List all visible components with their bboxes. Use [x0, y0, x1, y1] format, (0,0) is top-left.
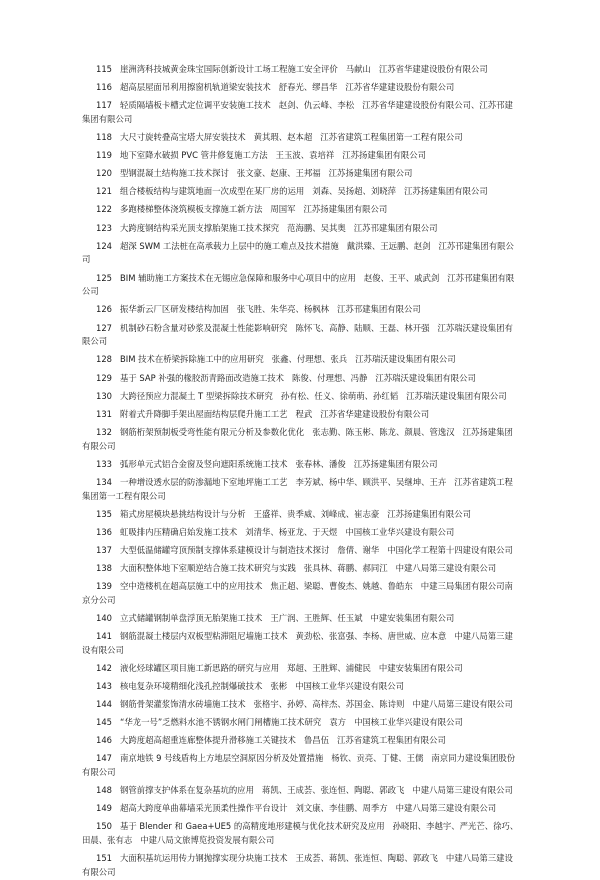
entry-title: 地下室降水破损 PVC 管井修复施工方法 [120, 150, 268, 161]
entry-authors: 焦正超、梁聪、曹俊杰、姚越、鲁皓东 [270, 581, 413, 592]
entry-title: 钢筋桁架预制板受弯性能有限元分析及参数化优化 [120, 426, 305, 437]
entry-authors: 张飞胜、朱华亮、杨枫林 [236, 304, 329, 315]
entry-organization: 江苏邗建集团有限公司 [82, 240, 514, 265]
entry-authors: 郑超、王胜辉、浦健民 [287, 662, 371, 673]
list-item [82, 562, 520, 576]
entry-organization: 江苏省华建建设股份有限公司、江苏邗建集团有限公司 [82, 100, 513, 124]
entry-number: 133 [96, 458, 112, 469]
entry-number: 126 [96, 304, 112, 315]
list-item [82, 272, 520, 300]
entry-number: 129 [96, 372, 112, 383]
entry-number: 120 [96, 168, 112, 179]
entry-authors: 王盛祥、贵季威、刘峰成、崔志豪 [253, 508, 380, 519]
entry-number: 132 [96, 426, 112, 437]
entry-title: 大跨度钢结构采光顶支撑胎架施工技术探究 [120, 222, 280, 233]
entry-authors: 袁方 [329, 717, 347, 728]
entry-number: 128 [96, 354, 112, 365]
list-item [82, 612, 520, 626]
entry-number: 137 [96, 544, 112, 555]
list-item [82, 716, 520, 730]
list-item [82, 734, 520, 748]
entry-title: 超高大跨度单曲幕墙采光顶柔性操作平台设计 [120, 803, 288, 814]
entry-number: 117 [96, 100, 112, 111]
entry-authors: 刘清华、杨亚龙、于天煜 [245, 526, 338, 537]
entry-organization: 江苏瑞沃建设集团有限公司 [406, 390, 507, 401]
list-item [82, 408, 520, 422]
list-item [82, 698, 520, 712]
entry-authors: 张鑫、付理想、张兵 [271, 354, 348, 365]
entry-organization: 江苏扬建集团有限公司 [328, 168, 413, 179]
list-item [82, 662, 520, 676]
entry-organization: 江苏省建筑工程集团有限公司 [337, 735, 446, 746]
entry-authors: 张文豪、赵康、王邦福 [236, 168, 321, 179]
list-item [82, 630, 520, 658]
entry-number: 142 [96, 662, 112, 673]
entry-title: 崖洲湾科技城黄金珠宝国际创新设计工场工程施工安全评价 [120, 64, 338, 74]
list-item [82, 372, 520, 386]
entry-authors: 赵俊、王平、戚武剑 [363, 272, 440, 283]
entry-number: 143 [96, 681, 112, 691]
entry-number: 118 [96, 132, 112, 143]
entry-organization: 江苏省华建建设股份有限公司 [345, 82, 455, 93]
entry-title: 空中造楼机在超高层施工中的应用技术 [120, 581, 263, 592]
entry-authors: 杨钦、贡亮、丁健、王儒 [331, 753, 424, 764]
list-item [82, 303, 520, 317]
entry-number: 131 [96, 408, 112, 419]
list-item [82, 680, 520, 694]
entry-organization: 中国核工业华兴建设有限公司 [354, 717, 463, 728]
entry-organization: 江苏省建筑工程集团第一工程有限公司 [320, 132, 463, 143]
entry-organization: 中建三局集团有限公司南京分公司 [82, 581, 513, 605]
entry-number: 122 [96, 204, 112, 215]
list-item [82, 322, 520, 350]
entry-number: 145 [96, 717, 112, 728]
entry-title: 振华新云厂区研发楼结构加固 [120, 304, 229, 315]
list-item [82, 185, 520, 199]
entry-authors: 舒春光、缪昌华 [278, 82, 338, 93]
list-item [82, 476, 520, 504]
entry-authors: 詹倩、谢华 [337, 544, 380, 555]
list-item [82, 802, 520, 816]
entry-number: 115 [96, 64, 112, 74]
entry-authors: 程武 [295, 408, 313, 419]
entry-authors: 张具林、蒋鹏、郝同江 [303, 562, 388, 573]
entry-number: 123 [96, 222, 112, 233]
entry-number: 116 [96, 82, 112, 93]
list-item [82, 63, 520, 77]
list-item [82, 852, 520, 880]
entry-authors: 赵剑、仇云峰、李松 [278, 100, 355, 111]
entry-organization: 江苏扬建集团有限公司 [404, 186, 488, 197]
entry-title: 超深 SWM 工法桩在高承载力上层中的施工难点及技术措施 [120, 240, 339, 251]
entry-organization: 江苏省建筑工程集团第一工程有限公司 [82, 476, 513, 501]
entry-authors: 孙晓阳、李越宇、严光芒、徐巧、田晨、张有志 [82, 821, 519, 846]
entry-number: 148 [96, 785, 112, 796]
entry-organization: 江苏省华建建设股份有限公司 [378, 64, 488, 74]
entry-authors: 王成荟、蒋凯、张连恒、陶聪、郭政飞 [295, 853, 438, 864]
entry-number: 150 [96, 821, 112, 832]
entry-organization: 中建八局第三建设有限公司 [82, 631, 513, 655]
entry-title: 基于 Blender 和 Gaea+UE5 的高精度地形建模与优化技术研究及应用 [120, 821, 385, 832]
entry-authors: 陈怀飞、高静、陆顺、王磊、林开强 [295, 322, 430, 333]
list-item [82, 203, 520, 217]
entry-title: 附着式升降脚手架出屋面结构层爬升施工工艺 [120, 408, 288, 419]
entry-number: 146 [96, 735, 112, 746]
entry-title: 大面积基坑运用传力钢抛撑实现分块施工技术 [120, 853, 288, 864]
entry-number: 139 [96, 581, 112, 592]
entry-title: 钢筋骨架灌浆饰清水砖墙施工技术 [120, 699, 246, 710]
entry-authors: 张春林、潘俊 [295, 458, 346, 469]
entry-authors: 陈俊、付理想、冯静 [291, 372, 368, 383]
entry-organization: 中国化学工程第十四建设有限公司 [387, 544, 513, 555]
entry-title: 钢筋混凝土楼层内双板型粘滞阻尼墙施工技术 [120, 631, 288, 642]
list-item [82, 99, 520, 127]
entry-authors: 蒋凯、王成荟、张连恒、陶聪、郭政飞 [262, 785, 405, 796]
entry-title: 大面积整体地下室顺逆结合施工技术研究与实践 [120, 562, 296, 573]
entry-organization: 南京同力建设集团股份有限公司 [82, 753, 516, 778]
list-item [82, 784, 520, 798]
entry-title: 大跨度超高超重连廊整体提升滑移施工关键技术 [120, 735, 296, 746]
entry-authors: 刘森、吴扬超、刘晓萍 [312, 186, 396, 197]
entry-organization: 江苏邗建集团有限公司 [353, 222, 438, 233]
entry-title: 立式储罐钢制单盘浮顶无胎架施工技术 [120, 612, 263, 623]
entry-title: 大尺寸旋转叠高宝塔大屏安装技术 [120, 132, 246, 143]
entry-number: 121 [96, 186, 112, 197]
entry-authors: 黄其瑕、赵本超 [253, 132, 313, 143]
entry-organization: 中国核工业华兴建设有限公司 [295, 681, 404, 691]
entry-authors: 张彬 [270, 681, 288, 691]
entry-title: 型钢混凝土结构施工技术探讨 [120, 168, 229, 179]
entry-organization: 江苏扬建集团有限公司 [387, 508, 471, 519]
entry-title: 一种增设透水层的防渗漏地下室地坪施工工艺 [120, 476, 288, 487]
entry-authors: 孙有松、任义、徐萌萌、孙红韬 [280, 390, 399, 401]
entry-title: 南京地铁 9 号线盾构上方地层空洞原因分析及处置措施 [120, 753, 324, 764]
entry-organization: 江苏瑞沃建设集团有限公司 [82, 322, 513, 347]
entry-number: 151 [96, 853, 112, 864]
entry-organization: 中建安装集团有限公司 [378, 662, 463, 673]
entry-authors: 马献山 [345, 64, 371, 74]
list-item [82, 353, 520, 367]
entry-title: 基于 SAP 补强的椽胶沥青路面改造施工技术 [120, 372, 284, 383]
entry-number: 135 [96, 508, 112, 519]
entry-title: 钢管前撑支护体系在复杂基坑的应用 [120, 785, 254, 796]
list-item [82, 240, 520, 268]
entry-title: BIM 技术在桥梁拆除施工中的应用研究 [120, 354, 264, 365]
list-item [82, 222, 520, 236]
entry-organization: 江苏扬建集团有限公司 [353, 458, 438, 469]
entry-authors: 王玉波、袁培祥 [275, 150, 335, 161]
entry-number: 125 [96, 272, 112, 283]
entry-number: 127 [96, 322, 112, 333]
entry-number: 140 [96, 612, 112, 623]
entry-title: 超高层屋面吊利用擦窗机轨道梁安装技术 [120, 82, 271, 93]
list-item [82, 820, 520, 848]
entry-organization: 江苏邗建集团有限公司 [82, 272, 515, 297]
entry-organization: 江苏扬建集团有限公司 [303, 204, 388, 215]
entry-number: 138 [96, 562, 112, 573]
entry-authors: 周国军 [270, 204, 296, 215]
entry-number: 136 [96, 526, 112, 537]
list-item [82, 526, 520, 540]
entry-organization: 江苏瑞沃建设集团有限公司 [355, 354, 456, 365]
entry-organization: 中建安装集团有限公司 [370, 612, 455, 623]
entry-organization: 中建八局文旅博览投资发展有限公司 [140, 835, 275, 846]
entry-organization: 江苏邗建集团有限公司 [337, 304, 421, 315]
entry-number: 124 [96, 240, 112, 251]
entry-number: 134 [96, 476, 112, 487]
entry-organization: 中建八局第三建设有限公司 [82, 853, 513, 878]
entry-number: 130 [96, 390, 112, 401]
entry-authors: 李芳斌、杨中华、顾洪平、吴继坤、王卉 [295, 476, 447, 487]
entry-title: 组合楼板结构与建筑地面一次成型在某厂房的运用 [120, 186, 305, 197]
list-item [82, 752, 520, 780]
list-item [82, 508, 520, 522]
entry-organization: 江苏扬建集团有限公司 [342, 150, 426, 161]
entry-title: 箱式房屋模块悬挑结构设计与分析 [120, 508, 246, 519]
list-item [82, 149, 520, 163]
entry-organization: 江苏扬建集团有限公司 [82, 426, 513, 451]
list-item [82, 580, 520, 608]
entry-title: 核电复杂环境精细化浅孔控制爆破技术 [120, 681, 263, 691]
entry-title: “华龙一号”乏燃料水池不锈钢水闸门闸槽施工技术研究 [120, 717, 322, 728]
list-item [82, 544, 520, 558]
entry-authors: 刘文康、李佳鹏、周季方 [295, 803, 388, 814]
entry-authors: 张格宇、孙婷、高梓杰、苏国金、陈诗则 [253, 699, 405, 710]
entry-organization: 中建八局第三建设有限公司 [395, 562, 497, 573]
entry-authors: 张志勤、陈玉彬、陈龙、颜晨、管逸汉 [312, 426, 455, 437]
entry-authors: 王广润、王胜辉、任玉斌 [270, 612, 363, 623]
list-item [82, 131, 520, 145]
list-item [82, 426, 520, 454]
entry-organization: 江苏瑞沃建设集团有限公司 [375, 372, 476, 383]
entry-authors: 戴洪臻、王远鹏、赵剑 [346, 240, 431, 251]
entry-title: 大跨径预应力混凝土 T 型梁拆除技术研究 [120, 390, 273, 401]
entry-title: BIM 辅助施工方案技术在无锡应急保障和服务中心项目中的应用 [120, 272, 356, 283]
list-item [82, 81, 520, 95]
list-item [82, 167, 520, 181]
list-item [82, 390, 520, 404]
list-item [82, 458, 520, 472]
entry-number: 149 [96, 803, 112, 814]
entry-title: 机制砂石粉含量对砂浆及混凝土性能影响研究 [120, 322, 288, 333]
entry-authors: 鲁昌伍 [303, 735, 329, 746]
entry-title: 虹吸排内压精确启始发施工技术 [120, 526, 238, 537]
entry-title: 多跑楼梯整体浇筑模板支撑施工新方法 [120, 204, 263, 215]
entry-number: 119 [96, 150, 112, 161]
entry-organization: 中建八局第三建设有限公司 [395, 803, 497, 814]
entry-number: 147 [96, 753, 112, 764]
entry-title: 轻质隔墙板卡槽式定位调平安装施工技术 [120, 100, 271, 111]
entry-authors: 范海鹏、吴其奥 [287, 222, 346, 233]
entry-organization: 中建八局第三建设有限公司 [412, 785, 513, 796]
entry-number: 141 [96, 631, 112, 642]
entry-title: 大型低温储罐穹顶预制支撑体系建模设计与制造技术探讨 [120, 544, 330, 555]
entry-title: 弧形单元式铝合金窗及竖向遮阳系统施工技术 [120, 458, 288, 469]
entry-authors: 黄劲松、张富强、李杨、唐世威、应本意 [295, 631, 447, 642]
entry-organization: 江苏省华建建设股份有限公司 [320, 408, 430, 419]
entry-organization: 中建八局第三建设有限公司 [412, 699, 513, 710]
entry-number: 144 [96, 699, 112, 710]
entry-organization: 中国核工业华兴建设有限公司 [345, 526, 455, 537]
entry-title: 液化烃球罐区项目施工新思路的研究与应用 [120, 662, 280, 673]
